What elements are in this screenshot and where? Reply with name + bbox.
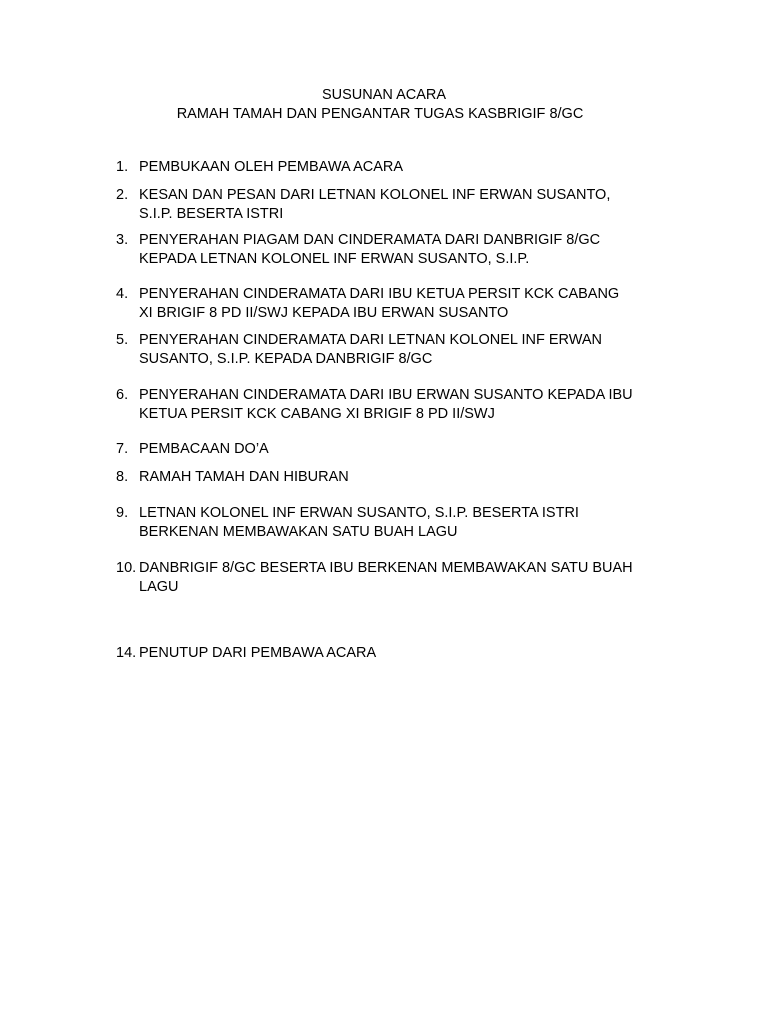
item-text: PENYERAHAN PIAGAM DAN CINDERAMATA DARI DANBRIGIF 8/GC KEPADA LETNAN KOLONEL INF ERWAN SUSANTO, S.I.P. — [139, 232, 601, 267]
item-number: 4. — [116, 286, 129, 302]
item-number: 7. — [116, 441, 129, 457]
item-text: PENYERAHAN CINDERAMATA DARI IBU ERWAN SUSANTO KEPADA IBU KETUA PERSIT KCK CABANG XI BRIGIF 8 PD II/SWJ — [139, 387, 633, 422]
item-text: PEMBUKAAN OLEH PEMBAWA ACARA — [139, 159, 404, 175]
item-number: 14. — [116, 645, 137, 661]
item-text: PENYERAHAN CINDERAMATA DARI IBU KETUA PERSIT KCK CABANG XI BRIGIF 8 PD II/SWJ KEPADA IBU ERWAN SUSANTO — [139, 286, 620, 321]
document-subtitle: RAMAH TAMAH DAN PENGANTAR TUGAS KASBRIGIF 8/GC — [176, 106, 584, 122]
document-title: SUSUNAN ACARA — [321, 87, 447, 103]
item-number: 3. — [116, 232, 129, 248]
item-text: LETNAN KOLONEL INF ERWAN SUSANTO, S.I.P. BESERTA ISTRI BERKENAN MEMBAWAKAN SATU BUAH LAGU — [139, 505, 579, 540]
item-number: 6. — [116, 387, 129, 403]
item-text: RAMAH TAMAH DAN HIBURAN — [139, 469, 349, 485]
item-number: 8. — [116, 469, 129, 485]
item-text: DANBRIGIF 8/GC BESERTA IBU BERKENAN MEMBAWAKAN SATU BUAH LAGU — [139, 560, 633, 595]
item-number: 5. — [116, 332, 129, 348]
item-text: PEMBACAAN DO’A — [139, 441, 269, 457]
item-number: 10. — [116, 560, 137, 576]
item-number: 1. — [116, 159, 129, 175]
item-text: PENYERAHAN CINDERAMATA DARI LETNAN KOLONEL INF ERWAN SUSANTO, S.I.P. KEPADA DANBRIGIF 8/GC — [139, 332, 603, 367]
item-number: 2. — [116, 187, 129, 203]
item-text: KESAN DAN PESAN DARI LETNAN KOLONEL INF ERWAN SUSANTO, S.I.P. BESERTA ISTRI — [139, 187, 611, 222]
item-text: PENUTUP DARI PEMBAWA ACARA — [139, 645, 377, 661]
item-number: 9. — [116, 505, 129, 521]
